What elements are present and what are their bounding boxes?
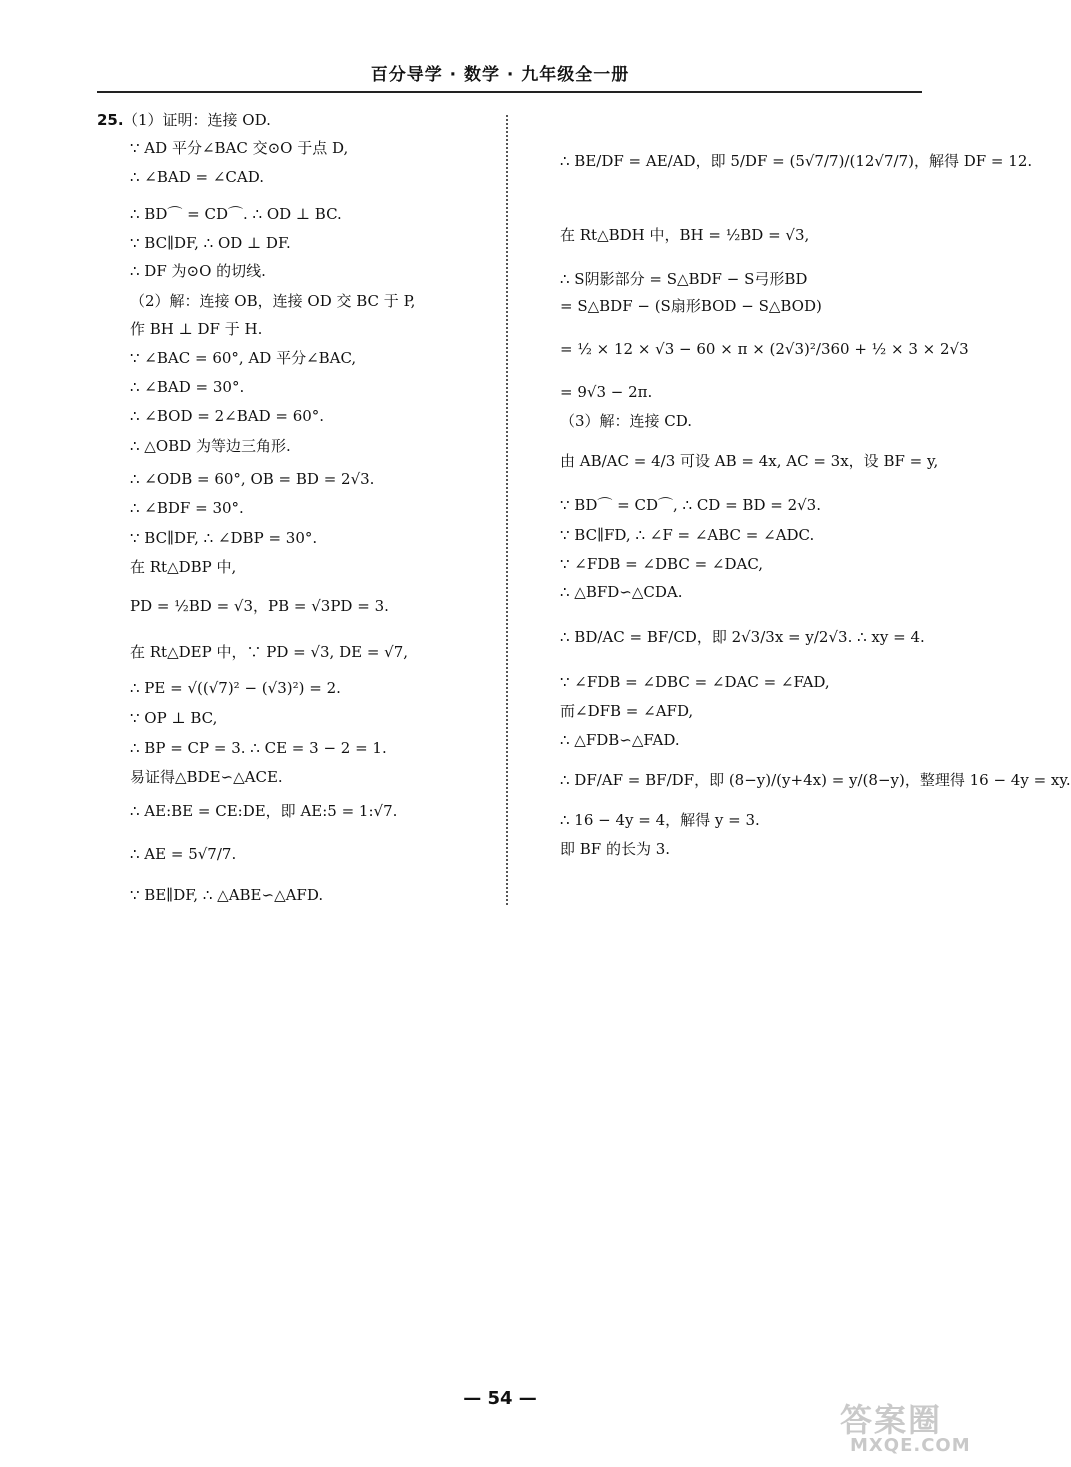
solution-line: ∵ ∠FDB = ∠DBC = ∠DAC = ∠FAD, <box>560 673 830 691</box>
solution-line: ∵ BC∥DF, ∴ OD ⊥ DF. <box>130 234 291 252</box>
solution-line: ∵ BE∥DF, ∴ △ABE∽△AFD. <box>130 886 324 904</box>
header-rule <box>97 91 922 93</box>
watermark-sub-text: MXQE.COM <box>850 1435 971 1456</box>
solution-line: ∴ PE = √((√7)² − (√3)²) = 2. <box>130 679 341 697</box>
solution-line: ∴ AE:BE = CE:DE，即 AE:5 = 1:√7. <box>130 802 398 820</box>
solution-line: ∵ BD⌒ = CD⌒, ∴ CD = BD = 2√3. <box>560 496 821 514</box>
solution-line: ∵ OP ⊥ BC, <box>130 709 218 727</box>
solution-line: （3）解：连接 CD. <box>560 412 693 430</box>
solution-line: = S△BDF − (S扇形BOD − S△BOD) <box>560 297 822 315</box>
solution-line: 由 AB/AC = 4/3 可设 AB = 4x, AC = 3x，设 BF = y, <box>560 452 939 470</box>
solution-line: ∴ ∠BAD = ∠CAD. <box>130 168 265 186</box>
solution-line: （1）证明：连接 OD. <box>123 111 271 129</box>
solution-line: ∴ ∠BOD = 2∠BAD = 60°. <box>130 407 325 425</box>
solution-line: ∴ ∠BAD = 30°. <box>130 378 245 396</box>
page-header-title: 百分导学 · 数学 · 九年级全一册 <box>370 65 630 85</box>
solution-line: PD = ½BD = √3，PB = √3PD = 3. <box>130 597 389 615</box>
solution-line: ∴ DF/AF = BF/DF，即 (8−y)/(y+4x) = y/(8−y)，整理得 16 − 4y = xy. <box>560 771 1071 789</box>
solution-line: ∴ BP = CP = 3. ∴ CE = 3 − 2 = 1. <box>130 739 387 757</box>
solution-line: ∴ BE/DF = AE/AD，即 5/DF = (5√7/7)/(12√7/7)，解得 DF = 12. <box>560 152 1033 170</box>
solution-line: 在 Rt△BDH 中，BH = ½BD = √3, <box>560 226 810 244</box>
solution-line: 在 Rt△DEP 中，∵ PD = √3, DE = √7, <box>130 643 409 661</box>
solution-line: ∴ △BFD∽△CDA. <box>560 583 683 601</box>
solution-line: ∵ BC∥DF, ∴ ∠DBP = 30°. <box>130 529 318 547</box>
solution-line: 而∠DFB = ∠AFD, <box>560 702 694 720</box>
solution-line: ∴ DF 为⊙O 的切线. <box>130 262 266 280</box>
column-divider <box>506 115 508 905</box>
solution-line: ∴ BD/AC = BF/CD，即 2√3/3x = y/2√3. ∴ xy = 4. <box>560 628 925 646</box>
solution-line: = ½ × 12 × √3 − 60 × π × (2√3)²/360 + ½ × 3 × 2√3 <box>560 340 969 358</box>
solution-line: ∴ ∠ODB = 60°, OB = BD = 2√3. <box>130 470 375 488</box>
solution-line: ∴ 16 − 4y = 4，解得 y = 3. <box>560 811 760 829</box>
solution-line: 在 Rt△DBP 中, <box>130 558 237 576</box>
solution-line: ∵ ∠FDB = ∠DBC = ∠DAC, <box>560 555 764 573</box>
solution-line: 即 BF 的长为 3. <box>560 840 671 858</box>
solution-line: ∵ ∠BAC = 60°, AD 平分∠BAC, <box>130 349 357 367</box>
solution-line: ∵ AD 平分∠BAC 交⊙O 于点 D, <box>130 139 349 157</box>
solution-line: 作 BH ⊥ DF 于 H. <box>130 320 263 338</box>
solution-line: 易证得△BDE∽△ACE. <box>130 768 283 786</box>
solution-line: ∴ △FDB∽△FAD. <box>560 731 680 749</box>
solution-line: ∴ BD⌒ = CD⌒. ∴ OD ⊥ BC. <box>130 205 342 223</box>
page-number: — 54 — <box>463 1388 537 1409</box>
solution-line: ∴ S阴影部分 = S△BDF − S弓形BD <box>560 270 808 288</box>
solution-line: ∴ △OBD 为等边三角形. <box>130 437 291 455</box>
question-number: 25. <box>97 111 124 129</box>
solution-line: ∵ BC∥FD, ∴ ∠F = ∠ABC = ∠ADC. <box>560 526 815 544</box>
solution-line: = 9√3 − 2π. <box>560 383 653 401</box>
solution-line: ∴ ∠BDF = 30°. <box>130 499 244 517</box>
watermark-logo <box>840 1395 990 1460</box>
solution-line: ∴ AE = 5√7/7. <box>130 845 237 863</box>
solution-line: （2）解：连接 OB，连接 OD 交 BC 于 P, <box>130 292 416 310</box>
watermark-main-text: 答案圈 <box>840 1401 943 1439</box>
